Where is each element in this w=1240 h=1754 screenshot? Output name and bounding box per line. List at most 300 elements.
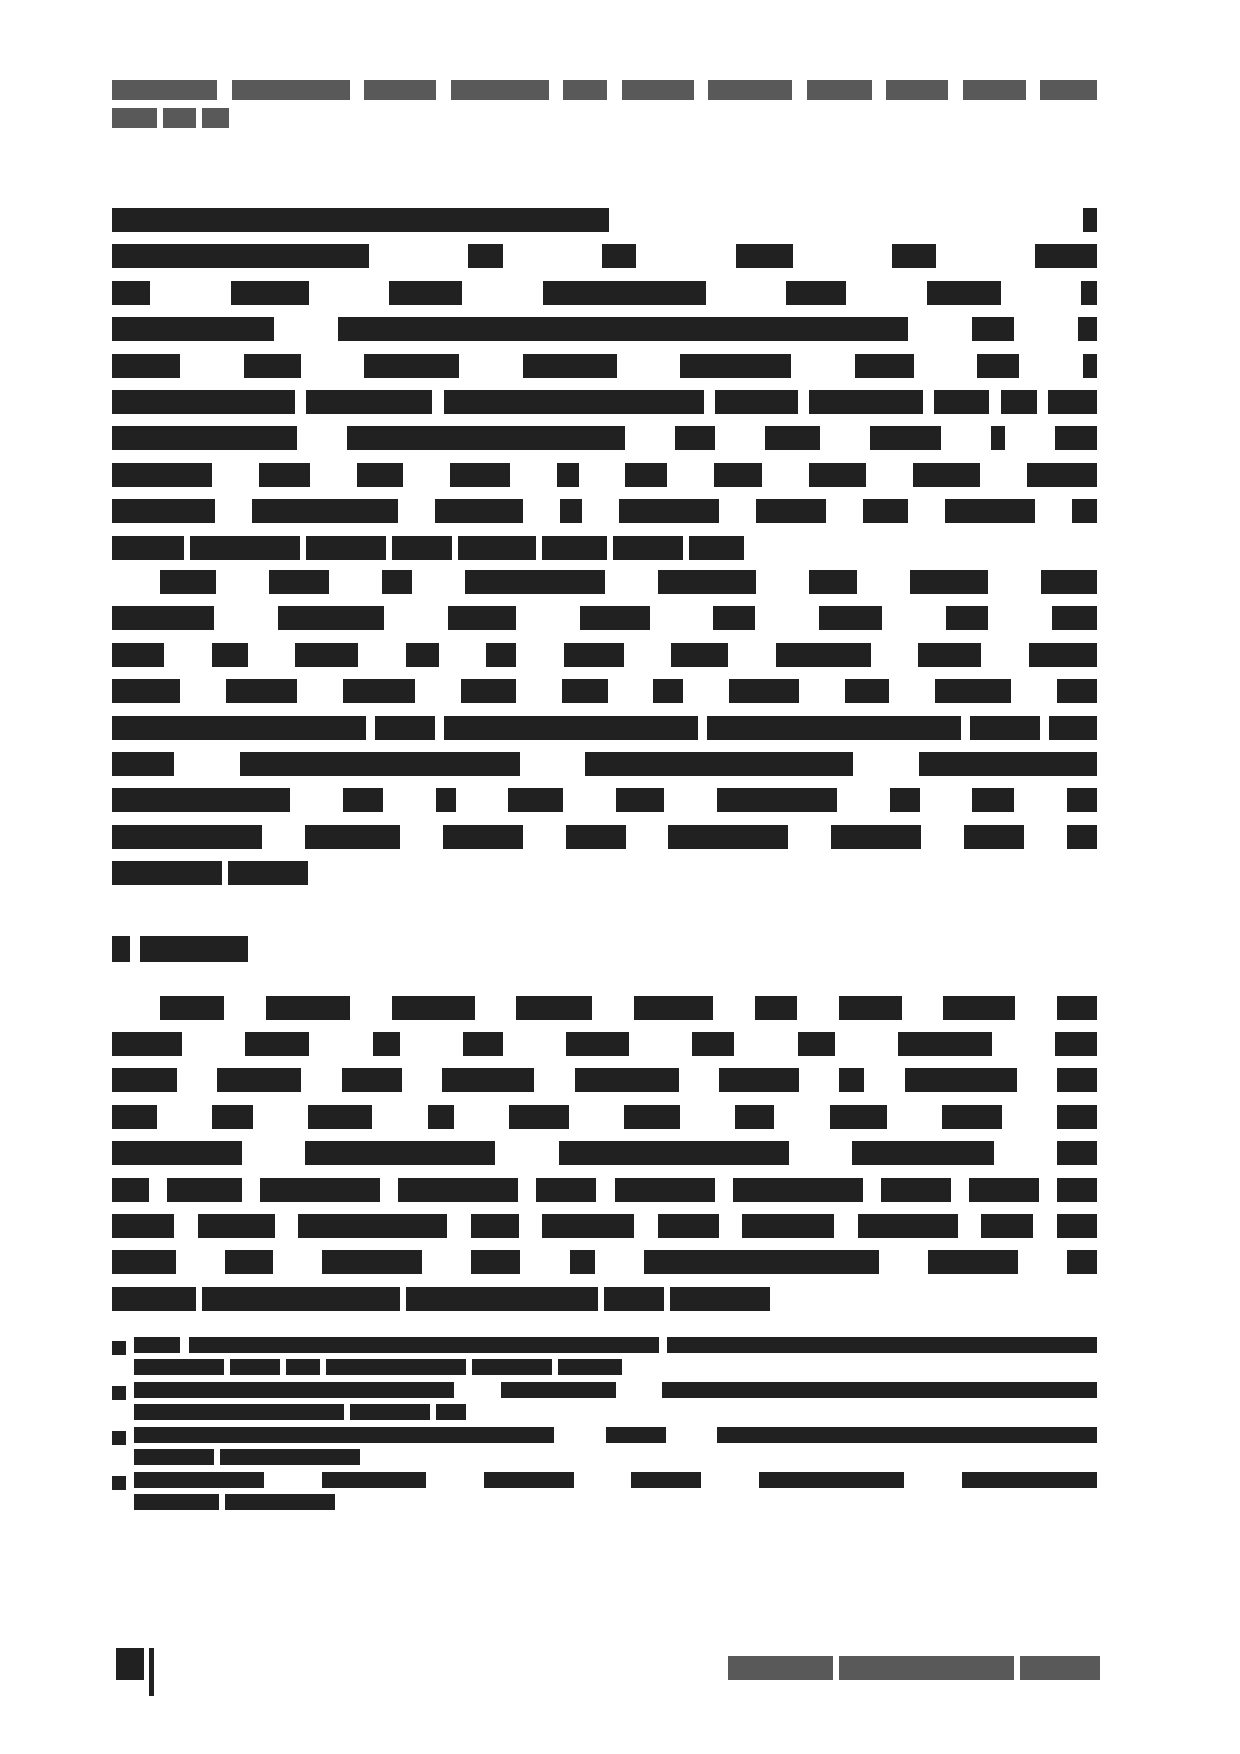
redacted-word [112, 1287, 196, 1311]
redacted-word [736, 244, 793, 268]
redacted-word [112, 281, 150, 305]
redacted-word [575, 1068, 679, 1092]
redacted-word [163, 108, 196, 128]
redacted-word [112, 861, 222, 885]
redacted-word [809, 390, 923, 414]
footnote-marker [112, 1431, 126, 1445]
redacted-word [560, 499, 582, 523]
redacted-word [881, 1178, 951, 1202]
paragraph-3-line [112, 1287, 770, 1311]
redacted-word [189, 1337, 659, 1353]
redacted-word [342, 1068, 402, 1092]
redacted-word [807, 80, 872, 100]
redacted-word [322, 1250, 422, 1274]
redacted-word [729, 679, 799, 703]
redacted-word [484, 1472, 574, 1488]
footer-rule [149, 1648, 154, 1696]
redacted-word [112, 80, 217, 100]
redacted-word [733, 1178, 863, 1202]
redacted-word [308, 1105, 372, 1129]
redacted-word [667, 1337, 1097, 1353]
redacted-word [225, 1250, 273, 1274]
redacted-word [786, 281, 846, 305]
redacted-word [260, 1178, 380, 1202]
redacted-word [112, 244, 369, 268]
redacted-word [112, 354, 180, 378]
footer-text [728, 1656, 1100, 1680]
redacted-word [112, 716, 366, 740]
redacted-word [619, 499, 719, 523]
redacted-word [357, 463, 403, 487]
redacted-word [244, 354, 301, 378]
redacted-word [1072, 499, 1097, 523]
redacted-word [809, 570, 857, 594]
paragraph-2-line [112, 716, 1097, 740]
redacted-word [508, 788, 563, 812]
footnote-line [134, 1472, 1097, 1488]
redacted-word [468, 244, 503, 268]
redacted-word [471, 1250, 520, 1274]
redacted-word [735, 1105, 774, 1129]
redacted-word [671, 643, 728, 667]
running-footer [460, 1656, 1100, 1680]
redacted-word [392, 536, 452, 560]
redacted-word [1067, 825, 1097, 849]
redacted-word [295, 643, 358, 667]
section-heading [112, 936, 253, 962]
redacted-word [364, 354, 459, 378]
footnote-line [134, 1449, 360, 1465]
redacted-word [134, 1382, 454, 1398]
redacted-word [245, 1032, 309, 1056]
redacted-word [471, 1214, 519, 1238]
footer-word [728, 1656, 833, 1680]
redacted-word [557, 463, 579, 487]
redacted-word [562, 679, 608, 703]
redacted-word [890, 788, 920, 812]
redacted-word [134, 1494, 219, 1510]
header-line [112, 108, 229, 128]
redacted-word [1055, 1032, 1097, 1056]
redacted-word [523, 354, 617, 378]
paragraph-3-line [112, 1178, 1097, 1202]
redacted-word [870, 426, 941, 450]
redacted-word [112, 1250, 176, 1274]
redacted-word [714, 463, 762, 487]
redacted-word [465, 570, 605, 594]
paragraph-1-line [112, 426, 1097, 450]
paragraph-3-line [112, 1105, 1097, 1129]
redacted-word [373, 1032, 400, 1056]
redacted-word [269, 570, 329, 594]
redacted-word [1057, 996, 1097, 1020]
redacted-word [134, 1337, 180, 1353]
redacted-word [910, 570, 988, 594]
redacted-word [1078, 317, 1097, 341]
redacted-word [713, 606, 755, 630]
redacted-word [1081, 281, 1097, 305]
redacted-word [112, 1141, 242, 1165]
redacted-word [898, 1032, 992, 1056]
redacted-word [689, 536, 744, 560]
redacted-word [1057, 1178, 1097, 1202]
redacted-word [389, 281, 462, 305]
redacted-word [919, 752, 1097, 776]
paragraph-1-line [112, 281, 1097, 305]
paragraph-2-line [112, 825, 1097, 849]
paragraph-1-line [112, 244, 1097, 268]
redacted-word [112, 752, 174, 776]
redacted-word [436, 788, 456, 812]
paragraph-1-line [112, 317, 1097, 341]
redacted-word [809, 463, 866, 487]
paragraph-1-line [112, 390, 1097, 414]
redacted-word [855, 354, 914, 378]
redacted-word [831, 825, 921, 849]
redacted-word [692, 1032, 734, 1056]
redacted-word [347, 426, 625, 450]
redacted-word [112, 1068, 177, 1092]
paragraph-3-line [112, 1214, 1097, 1238]
redacted-word [634, 996, 713, 1020]
redacted-word [1040, 80, 1097, 100]
redacted-word [858, 1214, 958, 1238]
redacted-word [450, 463, 510, 487]
redacted-word [662, 1382, 1097, 1398]
redacted-word [1035, 244, 1097, 268]
redacted-word [112, 1105, 157, 1129]
redacted-word [918, 643, 981, 667]
redacted-word [542, 536, 607, 560]
redacted-word [928, 1250, 1018, 1274]
redacted-word [1055, 426, 1097, 450]
redacted-word [509, 1105, 569, 1129]
paragraph-3-line [112, 1141, 1097, 1165]
redacted-word [1052, 606, 1097, 630]
redacted-word [252, 499, 398, 523]
redacted-word [819, 606, 882, 630]
redacted-word [927, 281, 1001, 305]
redacted-word [653, 679, 683, 703]
redacted-word [443, 825, 523, 849]
footer-word [839, 1656, 1014, 1680]
redacted-word [1057, 1068, 1097, 1092]
redacted-word [759, 1472, 904, 1488]
redacted-word [160, 570, 216, 594]
redacted-word [631, 1472, 701, 1488]
redacted-word [442, 1068, 534, 1092]
paragraph-2-line [112, 752, 1097, 776]
redacted-word [428, 1105, 454, 1129]
redacted-word [326, 1359, 466, 1375]
redacted-word [613, 536, 683, 560]
redacted-word [112, 643, 164, 667]
redacted-word [830, 1105, 887, 1129]
paragraph-3-line [112, 1250, 1097, 1274]
section-number [112, 936, 130, 962]
redacted-word [1057, 679, 1097, 703]
paragraph-2-line [160, 570, 1097, 594]
redacted-word [1057, 1141, 1097, 1165]
redacted-word [298, 1214, 447, 1238]
footnote-marker [112, 1341, 126, 1355]
redacted-word [892, 244, 936, 268]
paragraph-3-line [112, 1068, 1097, 1092]
redacted-word [448, 606, 516, 630]
redacted-word [444, 390, 704, 414]
paragraph-3-line [112, 1032, 1097, 1056]
redacted-word [913, 463, 980, 487]
redacted-word [585, 752, 853, 776]
redacted-word [615, 1178, 715, 1202]
redacted-word [228, 861, 308, 885]
redacted-word [240, 752, 520, 776]
header-line [112, 80, 1097, 100]
redacted-word [112, 606, 214, 630]
redacted-word [338, 317, 908, 341]
redacted-word [212, 1105, 253, 1129]
redacted-word [501, 1382, 616, 1398]
redacted-word [190, 536, 300, 560]
redacted-word [406, 1287, 598, 1311]
redacted-word [675, 426, 715, 450]
redacted-word [167, 1178, 242, 1202]
redacted-word [134, 1359, 224, 1375]
redacted-word [375, 716, 435, 740]
redacted-word [668, 825, 788, 849]
redacted-word [350, 1404, 430, 1420]
redacted-word [343, 679, 415, 703]
redacted-word [972, 317, 1014, 341]
redacted-word [305, 825, 400, 849]
redacted-word [559, 1141, 789, 1165]
redacted-word [658, 570, 756, 594]
redacted-word [1027, 463, 1097, 487]
redacted-word [112, 499, 215, 523]
redacted-word [112, 1178, 149, 1202]
redacted-word [463, 1032, 503, 1056]
redacted-word [435, 499, 523, 523]
redacted-word [839, 1068, 864, 1092]
redacted-word [458, 536, 536, 560]
redacted-word [935, 679, 1011, 703]
redacted-word [220, 1449, 360, 1465]
redacted-word [134, 1404, 344, 1420]
page-number [116, 1648, 144, 1680]
redacted-word [112, 536, 184, 560]
redacted-word [755, 996, 797, 1020]
redacted-word [707, 716, 961, 740]
paragraph-2-line [112, 643, 1097, 667]
redacted-word [742, 1214, 834, 1238]
footnote-line [134, 1427, 1097, 1443]
redacted-word [991, 426, 1005, 450]
redacted-word [981, 1214, 1033, 1238]
redacted-word [112, 1032, 182, 1056]
redacted-word [382, 570, 412, 594]
redacted-word [543, 281, 706, 305]
redacted-word [708, 80, 792, 100]
footnote-line [134, 1404, 466, 1420]
redacted-word [962, 1472, 1097, 1488]
paragraph-1-line [112, 536, 744, 560]
redacted-word [558, 1359, 622, 1375]
paragraph-2-line [112, 679, 1097, 703]
redacted-word [616, 788, 664, 812]
redacted-word [604, 1287, 664, 1311]
paragraph-2-line [112, 788, 1097, 812]
redacted-word [934, 390, 989, 414]
redacted-word [112, 317, 274, 341]
redacted-word [278, 606, 384, 630]
redacted-word [845, 679, 889, 703]
footnote-marker [112, 1476, 126, 1490]
redacted-word [160, 996, 224, 1020]
redacted-word [486, 643, 516, 667]
footnote-line [134, 1337, 1097, 1353]
redacted-word [112, 390, 295, 414]
redacted-word [658, 1214, 719, 1238]
footnote-line [134, 1359, 622, 1375]
redacted-word [1041, 570, 1097, 594]
redacted-word [266, 996, 350, 1020]
redacted-word [198, 1214, 275, 1238]
redacted-word [226, 679, 297, 703]
paragraph-2-line [112, 606, 1097, 630]
redacted-word [756, 499, 826, 523]
redacted-word [364, 80, 436, 100]
redacted-word [798, 1032, 835, 1056]
redacted-word [259, 463, 310, 487]
section-title [140, 936, 248, 962]
paragraph-1-line [112, 208, 1097, 232]
redacted-word [392, 996, 475, 1020]
redacted-word [306, 536, 386, 560]
redacted-word [444, 716, 698, 740]
redacted-word [306, 390, 432, 414]
redacted-word [112, 788, 290, 812]
redacted-word [624, 1105, 680, 1129]
redacted-word [625, 463, 667, 487]
redacted-word [1001, 390, 1037, 414]
redacted-word [472, 1359, 552, 1375]
redacted-word [134, 1472, 264, 1488]
redacted-word [542, 1214, 634, 1238]
redacted-word [969, 1178, 1039, 1202]
redacted-word [644, 1250, 879, 1274]
redacted-word [566, 825, 626, 849]
redacted-word [305, 1141, 495, 1165]
redacted-word [112, 108, 157, 128]
redacted-word [436, 1404, 466, 1420]
redacted-word [112, 1214, 174, 1238]
redacted-word [717, 1427, 1097, 1443]
redacted-word [563, 80, 607, 100]
redacted-word [970, 716, 1040, 740]
redacted-word [964, 825, 1024, 849]
redacted-word [536, 1178, 596, 1202]
redacted-word [112, 825, 262, 849]
redacted-word [202, 108, 229, 128]
redacted-word [622, 80, 694, 100]
redacted-word [134, 1449, 214, 1465]
redacted-word [1067, 1250, 1097, 1274]
redacted-word [942, 1105, 1002, 1129]
redacted-word [406, 643, 439, 667]
redacted-word [1048, 390, 1097, 414]
redacted-word [564, 643, 624, 667]
paragraph-1-line [112, 499, 1097, 523]
redacted-word [566, 1032, 629, 1056]
redacted-word [715, 390, 798, 414]
redacted-word [963, 80, 1026, 100]
redacted-word [322, 1472, 426, 1488]
redacted-word [852, 1141, 994, 1165]
footnote-line [134, 1382, 1097, 1398]
redacted-word [231, 281, 309, 305]
redacted-word [717, 788, 837, 812]
redacted-word [112, 208, 609, 232]
redacted-word [765, 426, 820, 450]
redacted-word [1067, 788, 1097, 812]
redacted-word [680, 354, 791, 378]
paragraph-2-line [112, 861, 308, 885]
redacted-word [212, 643, 248, 667]
redacted-word [1029, 643, 1097, 667]
redacted-word [230, 1359, 280, 1375]
redacted-word [451, 80, 549, 100]
redacted-word [286, 1359, 320, 1375]
redacted-word [946, 606, 988, 630]
footer-word [1020, 1656, 1100, 1680]
redacted-word [232, 80, 350, 100]
redacted-word [863, 499, 908, 523]
redacted-word [217, 1068, 301, 1092]
redacted-word [943, 996, 1015, 1020]
redacted-word [1057, 1105, 1097, 1129]
redacted-word [1083, 208, 1097, 232]
redacted-word [1049, 716, 1097, 740]
redacted-word [977, 354, 1019, 378]
redacted-word [719, 1068, 799, 1092]
redacted-word [580, 606, 650, 630]
redacted-word [972, 788, 1014, 812]
footnote-line [134, 1494, 335, 1510]
redacted-word [202, 1287, 400, 1311]
redacted-word [1083, 354, 1097, 378]
redacted-word [606, 1427, 666, 1443]
paragraph-1-line [112, 354, 1097, 378]
redacted-word [602, 244, 636, 268]
redacted-word [570, 1250, 595, 1274]
redacted-word [516, 996, 592, 1020]
redacted-word [776, 643, 871, 667]
redacted-word [886, 80, 948, 100]
paragraph-1-line [112, 463, 1097, 487]
redacted-word [112, 426, 297, 450]
redacted-word [1057, 1214, 1097, 1238]
redacted-word [112, 463, 212, 487]
footnote-marker [112, 1386, 126, 1400]
redacted-word [398, 1178, 518, 1202]
redacted-word [112, 679, 180, 703]
redacted-word [945, 499, 1035, 523]
redacted-word [839, 996, 902, 1020]
paragraph-3-line [160, 996, 1097, 1020]
redacted-word [134, 1427, 554, 1443]
redacted-word [905, 1068, 1017, 1092]
redacted-word [670, 1287, 770, 1311]
